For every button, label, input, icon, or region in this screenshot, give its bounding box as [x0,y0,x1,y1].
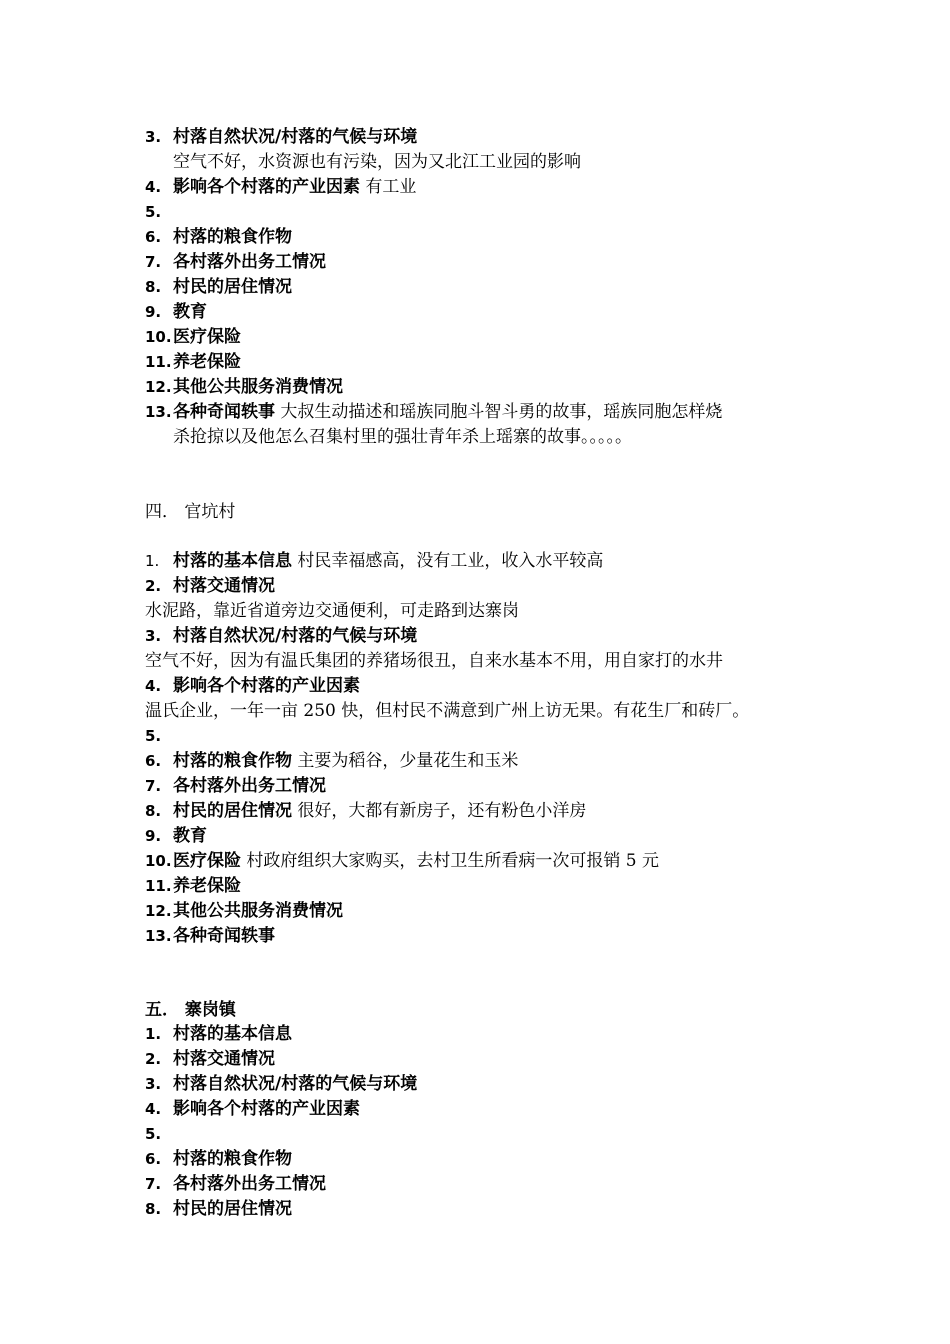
list-item: 4. 影响各个村落的产业因素 [145,676,360,696]
item-note: 温氏企业，一年一亩 250 快，但村民不满意到广州上访无果。有花生厂和砖厂。 [145,701,750,721]
list-item: 2. 村落交通情况 [145,576,275,596]
list-item: 3. 村落自然状况/村落的气候与环境 [145,626,418,646]
list-item: 5. [145,727,162,745]
list-item: 13.各种奇闻轶事 大叔生动描述和瑶族同胞斗智斗勇的故事，瑶族同胞怎样烧 [145,402,723,422]
list-item: 8. 村民的居住情况 [145,277,292,297]
list-item: 7. 各村落外出务工情况 [145,252,326,272]
list-item: 4. 影响各个村落的产业因素 [145,1099,360,1119]
list-item: 11.养老保险 [145,876,241,896]
list-item: 6. 村落的粮食作物 [145,1149,292,1169]
list-item: 2. 村落交通情况 [145,1049,275,1069]
list-item: 8. 村民的居住情况 很好，大都有新房子，还有粉色小洋房 [145,801,587,821]
section-heading: 五． 寨岗镇 [145,1000,236,1020]
list-item: 11.养老保险 [145,352,241,372]
list-item: 1. 村落的基本信息 [145,1024,292,1044]
section-heading: 四． 官坑村 [145,502,236,522]
list-item: 7. 各村落外出务工情况 [145,776,326,796]
list-item: 8. 村民的居住情况 [145,1199,292,1219]
list-item: 10.医疗保险 村政府组织大家购买，去村卫生所看病一次可报销 5 元 [145,851,660,871]
item-note: 杀抢掠以及他怎么召集村里的强壮青年杀上瑶寨的故事。。。。。 [173,427,632,447]
list-item: 1. 村落的基本信息 村民幸福感高，没有工业，收入水平较高 [145,551,604,571]
list-item: 9. 教育 [145,302,207,322]
list-item: 10.医疗保险 [145,327,241,347]
list-item: 6. 村落的粮食作物 [145,227,292,247]
list-item: 5. [145,203,162,221]
list-item: 4. 影响各个村落的产业因素 有工业 [145,177,417,197]
item-note: 空气不好，因为有温氏集团的养猪场很丑，自来水基本不用，用自家打的水井 [145,651,723,671]
item-note: 空气不好，水资源也有污染，因为又北江工业园的影响 [173,152,581,172]
list-item: 12.其他公共服务消费情况 [145,377,343,397]
list-item: 3. 村落自然状况/村落的气候与环境 [145,1074,418,1094]
list-item: 5. [145,1125,162,1143]
item-note: 水泥路，靠近省道旁边交通便利，可走路到达寨岗 [145,601,519,621]
list-item: 12.其他公共服务消费情况 [145,901,343,921]
list-item: 13.各种奇闻轶事 [145,926,275,946]
list-item: 6. 村落的粮食作物 主要为稻谷，少量花生和玉米 [145,751,519,771]
list-item: 3. 村落自然状况/村落的气候与环境 [145,127,418,147]
list-item: 9. 教育 [145,826,207,846]
list-item: 7. 各村落外出务工情况 [145,1174,326,1194]
